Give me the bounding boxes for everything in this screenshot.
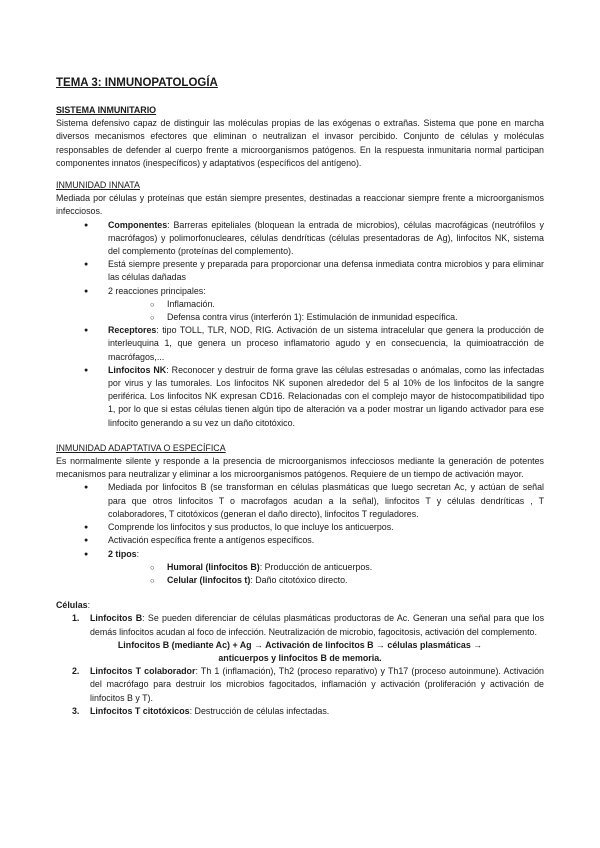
heading-inmunidad-innata: INMUNIDAD INNATA <box>56 180 140 191</box>
sublist-item <box>150 574 544 587</box>
heading-colon: : <box>87 600 91 611</box>
item-text: : Producción de anticuerpos. <box>259 561 373 572</box>
item-text: Está siempre presente y preparada para proporcionar una defensa inmediata contra microbios y para eliminar las células dañadas <box>108 259 544 283</box>
heading-sistema-inmunitario: SISTEMA INMUNITARIO <box>56 105 157 115</box>
item-text: : Barreras epiteliales (bloquean la entrada de microbios), células macrofágicas (neutrófilos y macrófagos) y polimorfonucleares, células dendríticas (células presentadoras de Ag), linfocitos NK, sistema del complemento (proteínas del complemento). <box>108 219 544 257</box>
item-text: Activación específica frente a antígenos específicos. <box>108 535 315 546</box>
list-item <box>72 665 544 705</box>
bold-label: 2 tipos <box>108 548 137 559</box>
list-item <box>78 481 544 521</box>
item-text: Comprende los linfocitos y sus productos, lo que incluye los anticuerpos. <box>108 522 394 533</box>
bold-label: Linfocitos T colaborador <box>90 666 196 677</box>
bold-label: Linfocitos NK <box>108 364 167 375</box>
item-text: : Destrucción de células infectadas. <box>189 705 330 716</box>
paragraph-innata-intro: Mediada por células y proteínas que están siempre presentes, destinadas a reaccionar siempre frente a microorganismos infecciosos. <box>56 193 544 217</box>
bold-label: Linfocitos T citotóxicos <box>90 705 190 716</box>
list-item <box>78 534 544 547</box>
sublist-item: ○ Defensa contra virus (interferón 1): Estimulación de inmunidad específica. <box>150 311 544 324</box>
formula-bold: → Activación de linfocitos B → células plasmáticas → anticuerpos y linfocitos B de memoria. <box>218 639 483 663</box>
sublist-item: ○ Inflamación. <box>150 298 544 311</box>
tipos-sublist <box>108 561 544 587</box>
list-item <box>78 219 544 259</box>
list-item <box>78 364 544 430</box>
item-text: : Daño citotóxico directo. <box>250 574 348 585</box>
sublist-item <box>150 561 544 574</box>
item-text: : <box>136 548 140 559</box>
item-text: : Se pueden diferenciar de células plasmáticas productoras de Ac. Generan una señal para que los demás linfocitos acudan al foco de infección. Neutralización de microbio, fagocitosis, activación del complemento. <box>90 613 545 637</box>
reacciones-sublist <box>108 298 544 324</box>
celulas-list-a <box>56 612 544 638</box>
bold-label: Receptores <box>108 325 157 336</box>
bold-label: Células <box>56 600 88 611</box>
bold-label: Componentes <box>108 219 168 230</box>
item-number: 3. <box>72 705 80 716</box>
bold-label: Celular (linfocitos t) <box>167 574 251 585</box>
paragraph-adaptativa-intro: Es normalmente silente y responde a la presencia de microorganismos infecciosos mediante la generación de potentes mecanismos para neutralizar y eliminar a los microorganismos patógenos. Requiere de un tiempo de activación mayor. <box>56 456 544 480</box>
heading-celulas <box>56 599 544 612</box>
innata-bullet-list <box>56 219 544 430</box>
item-text: : Th 1 (inflamación), Th2 (proceso reparativo) y Th17 (proceso autoinmune). Activación del macrófago para destruir los microbios fagocitados, inflamación y activación (proliferación y activación de linfocitos B y T). <box>90 666 544 703</box>
item-text: : tipo TOLL, TLR, NOD, RIG. Activación de un sistema intracelular que genera la producción de interleuquina 1, que genera un proceso inflamatorio agudo y en consecuencia, la quimioatracción de macrófagos,... <box>108 325 544 362</box>
list-item <box>78 548 544 588</box>
celulas-list-b <box>56 665 544 718</box>
item-number: 1. <box>72 613 80 624</box>
list-item <box>78 285 544 325</box>
page-title: TEMA 3: INMUNOPATOLOGÍA <box>56 77 218 89</box>
paragraph-sistema: Sistema defensivo capaz de distinguir las moléculas propias de las exógenas o extrañas. Sistema que pone en marcha diversos mecanismos efectores que eliminan o neutralizan el invasor percibido. Conjunto de células y moléculas responsables de defender al cuerpo frente a microorganismos patógenos. En la respuesta inmunitaria normal participan componentes innatos (inespecíficos) y adaptativos (específicos del antígeno). <box>56 118 544 168</box>
formula-prefix: Linfocitos B (mediante Ac) + Ag <box>117 639 252 650</box>
heading-inmunidad-adaptativa: INMUNIDAD ADAPTATIVA O ESPECÍFICA <box>56 442 226 453</box>
bold-label: Linfocitos B <box>90 613 143 624</box>
list-item <box>72 705 544 718</box>
bold-label: Humoral (linfocitos B) <box>167 561 260 572</box>
adaptativa-bullet-list <box>56 481 544 587</box>
item-number: 2. <box>72 666 80 677</box>
list-item <box>78 258 544 284</box>
list-item <box>78 521 544 534</box>
item-text: : Reconocer y destruir de forma grave las células estresadas o anómalas, como las infectadas por virus y las tumorales. Los linfocitos NK suponen alrededor del 5 al 10% de los linfocitos de la sangre periférica. Los linfocitos NK expresan CD16. Relacionadas con el complejo mayor de histocompatibilidad tipo 1, por lo que si estas células tienen algún tipo de alteración va a poder mostrar un ligando activador para ese linfocito generando a su vez un daño citotóxico. <box>108 364 545 428</box>
formula-linfocitos-b <box>56 639 544 665</box>
item-text: Mediada por linfocitos B (se transforman en células plasmáticas que luego secretan Ac, y actúan de señal para que otros linfocitos T o macrofagos acudan a la señal), linfocitos T y células dendríticas , T colaboradores, T citotóxicos (generan el daño directo), linfocitos T reguladores. <box>108 482 544 519</box>
item-text: 2 reacciones principales: <box>108 285 206 296</box>
list-item <box>78 324 544 364</box>
list-item <box>72 612 544 638</box>
